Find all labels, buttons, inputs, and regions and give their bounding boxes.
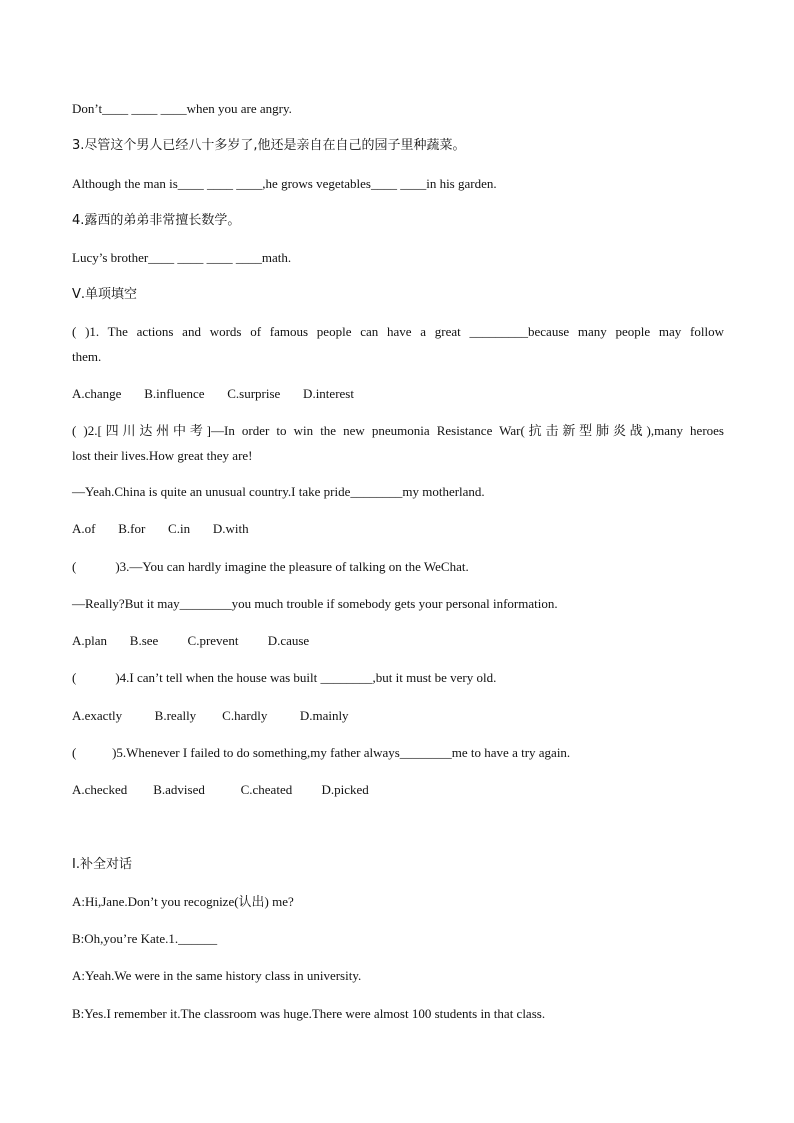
section-i-heading: Ⅰ.补全对话 bbox=[72, 857, 132, 872]
mc-question-2: ( )2.[四川达州中考]—In order to win the new pneumonia Resistance War(抗击新型肺炎战),many heroes bbox=[72, 423, 724, 438]
dialogue-line-a2: A:Yeah.We were in the same history class in university. bbox=[72, 968, 362, 983]
section-v-heading: Ⅴ.单项填空 bbox=[72, 287, 138, 302]
blank-line-dont-angry: Don’t____ ____ ____when you are angry. bbox=[72, 101, 292, 116]
dialogue-line-a1: A:Hi,Jane.Don’t you recognize(认出) me? bbox=[72, 894, 294, 909]
dialogue-line-b2: B:Yes.I remember it.The classroom was huge.There were almost 100 students in that class. bbox=[72, 1006, 546, 1021]
dialogue-line-b1: B:Oh,you’re Kate.1.______ bbox=[72, 931, 218, 946]
mc-question-5-options: A.checked B.advised C.cheated D.picked bbox=[72, 782, 369, 797]
question-3-chinese: 3.尽管这个男人已经八十多岁了,他还是亲自在自己的园子里种蔬菜。 bbox=[72, 138, 466, 153]
question-4-chinese: 4.露西的弟弟非常擅长数学。 bbox=[72, 213, 241, 228]
mc-question-2-continued: lost their lives.How great they are! bbox=[72, 448, 253, 463]
question-3-english: Although the man is____ ____ ____,he grows vegetables____ ____in his garden. bbox=[72, 176, 497, 191]
mc-question-1: ( )1. The actions and words of famous people can have a great _________because many people may follow bbox=[72, 324, 724, 339]
mc-question-1-options: A.change B.influence C.surprise D.interest bbox=[72, 386, 354, 401]
mc-question-2-options: A.of B.for C.in D.with bbox=[72, 521, 249, 536]
mc-question-4-options: A.exactly B.really C.hardly D.mainly bbox=[72, 708, 349, 723]
mc-question-3-options: A.plan B.see C.prevent D.cause bbox=[72, 633, 310, 648]
question-4-english: Lucy’s brother____ ____ ____ ____math. bbox=[72, 250, 292, 265]
mc-question-3-reply: —Really?But it may________you much trouble if somebody gets your personal information. bbox=[72, 596, 558, 611]
mc-question-2-reply: —Yeah.China is quite an unusual country.I take pride________my motherland. bbox=[72, 484, 485, 499]
mc-question-4: ( )4.I can’t tell when the house was built ________,but it must be very old. bbox=[72, 670, 497, 685]
mc-question-5: ( )5.Whenever I failed to do something,my father always________me to have a try again. bbox=[72, 745, 571, 760]
mc-question-1-continued: them. bbox=[72, 349, 102, 364]
mc-question-3: ( )3.—You can hardly imagine the pleasure of talking on the WeChat. bbox=[72, 559, 469, 574]
